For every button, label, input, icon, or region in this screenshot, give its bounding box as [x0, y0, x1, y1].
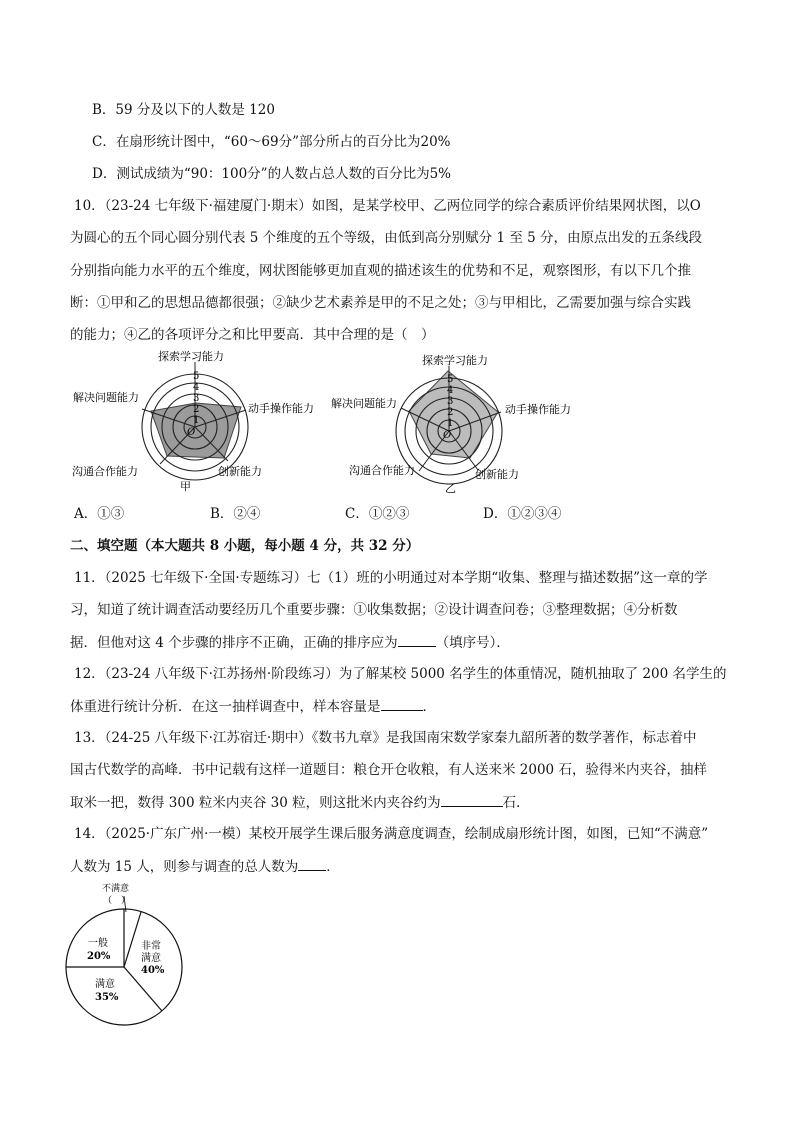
q13-line-2: 国古代数学的高峰．书中记载有这样一道题目：粮仓开仓收粮，有人送来米 2000 石，验得米内夹谷，抽样 [70, 762, 707, 778]
option-d: D．测试成绩为“90：100分”的人数占总人数的百分比为5% [92, 166, 451, 182]
jia-label-communication: 沟通合作能力 [72, 465, 138, 478]
q11-line-3-tail: （填序号）． [435, 635, 510, 651]
pie-label-general: 一般 [88, 938, 108, 949]
section2-title: 二、填空题（本大题共 8 小题，每小题 4 分，共 32 分） [70, 538, 420, 554]
jia-label-hands-on: 动手操作能力 [248, 402, 314, 415]
q10-line-1: 10．（23-24 七年级下·福建厦门·期末）如图，是某学校甲、乙两位同学的综合素质评价结果网状图，以O [74, 198, 701, 214]
q12-line-2 [70, 697, 436, 716]
yi-name: 乙 [445, 482, 456, 495]
jia-tick-1: 1 [193, 415, 200, 426]
radar-chart-yi [331, 352, 585, 502]
q10-answer-a: A．①③ [74, 506, 125, 522]
q10-line-2: 为圆心的五个同心圆分别代表 5 个维度的五个等级，由低到高分别赋分 1 至 5 分，由原点出发的五条线段 [70, 230, 703, 246]
q12-line-2-text: 体重进行统计分析．在这一抽样调查中，样本容量是 [70, 699, 381, 715]
q11-line-2: 习，知道了统计调查活动要经历几个重要步骤：①收集数据；②设计调查问卷；③整理数据；④分析数 [70, 602, 678, 618]
q13-line-1: 13．（24-25 八年级下·江苏宿迁·期中）《数书九章》是我国南宋数学家秦九韶所著的数学著作，标志着中 [74, 730, 697, 746]
q14-answer-blank[interactable] [298, 857, 326, 871]
pie-pct-satisfied: 35% [95, 992, 119, 1003]
yi-label-hands-on: 动手操作能力 [505, 403, 571, 416]
q10-answer-d: D．①②③④ [483, 506, 562, 522]
pie-label-very-1: 非常 [141, 941, 161, 952]
yi-label-problem-solving: 解决问题能力 [331, 397, 397, 410]
q14-line-2-text: 人数为 15 人，则参与调查的总人数为 [70, 859, 299, 875]
q10-answer-b: B．②④ [210, 506, 261, 522]
option-c: C．在扇形统计图中，“60～69分”部分所占的百分比为20% [92, 134, 451, 150]
q13-line-3-tail: 石． [502, 795, 530, 811]
jia-origin-label: O [187, 427, 196, 438]
q12-line-2-tail: ． [422, 699, 436, 715]
pie-label-unsatisfied: 不满意 [102, 884, 130, 894]
q11-line-3-text: 据．但他对这 4 个步骤的排序不正确，正确的排序应为 [70, 635, 398, 651]
yi-tick-4: 4 [447, 385, 454, 396]
jia-tick-4: 4 [193, 382, 200, 393]
q14-line-2 [70, 857, 340, 876]
pie-divider-unsatisfied [124, 912, 141, 967]
jia-tick-3: 3 [193, 393, 200, 404]
jia-tick-5: 5 [193, 371, 200, 382]
q13-line-3-text: 取米一把，数得 300 粒米内夹谷 30 粒，则这批米内夹谷约为 [70, 795, 441, 811]
jia-label-innovation: 创新能力 [218, 465, 262, 478]
jia-name: 甲 [180, 480, 191, 493]
q12-answer-blank[interactable] [381, 697, 423, 711]
q13-line-3 [70, 793, 530, 812]
yi-label-communication: 沟通合作能力 [349, 464, 415, 477]
q10-line-4: 断：①甲和乙的思想品德都很强；②缺少艺术素养是甲的不足之处；③与甲相比，乙需要加强与综合实践 [70, 295, 691, 311]
yi-label-innovation: 创新能力 [475, 468, 519, 481]
radar-chart-jia [70, 348, 314, 498]
pie-pct-general: 20% [87, 951, 111, 962]
pie-pct-very: 40% [141, 965, 165, 976]
q14-line-1: 14．（2025·广东广州·一模）某校开展学生课后服务满意度调查，绘制成扇形统计图，如图，已知“不满意” [74, 826, 709, 842]
yi-tick-1: 1 [447, 418, 454, 429]
yi-score-polygon [409, 371, 498, 458]
pie-chart [64, 882, 204, 1022]
q14-line-2-tail: ． [326, 859, 340, 875]
q13-answer-blank[interactable] [441, 793, 503, 807]
q11-line-1: 11．（2025 七年级下·全国·专题练习）七（1）班的小明通过对本学期“收集、整理与描述数据”这一章的学 [74, 570, 708, 586]
yi-tick-2: 2 [447, 407, 454, 418]
q10-line-3: 分别指向能力水平的五个维度，网状图能够更加直观的描述该生的优势和不足，观察图形，有以下几个推 [70, 263, 691, 279]
yi-label-explore: 探索学习能力 [422, 354, 488, 367]
jia-label-problem-solving: 解决问题能力 [73, 391, 139, 404]
yi-tick-3: 3 [447, 396, 454, 407]
option-b: B．59 分及以下的人数是 120 [92, 102, 275, 118]
jia-label-explore: 探索学习能力 [158, 350, 224, 363]
q11-answer-blank[interactable] [398, 633, 436, 647]
pie-pct-unsatisfied: （ ） [103, 896, 131, 906]
q10-answer-c: C．①②③ [345, 506, 410, 522]
q10-line-5: 的能力；④乙的各项评分之和比甲要高．其中合理的是（ ） [70, 327, 435, 343]
q12-line-1: 12．（23-24 八年级下·江苏扬州·阶段练习）为了解某校 5000 名学生的体重情况，随机抽取了 200 名学生的 [74, 666, 727, 682]
pie-label-satisfied: 满意 [95, 979, 115, 990]
pie-label-very-2: 满意 [141, 953, 161, 964]
yi-tick-5: 5 [447, 374, 454, 385]
jia-tick-2: 2 [193, 404, 200, 415]
yi-origin-label: O [443, 430, 452, 441]
q11-line-3 [70, 633, 510, 652]
